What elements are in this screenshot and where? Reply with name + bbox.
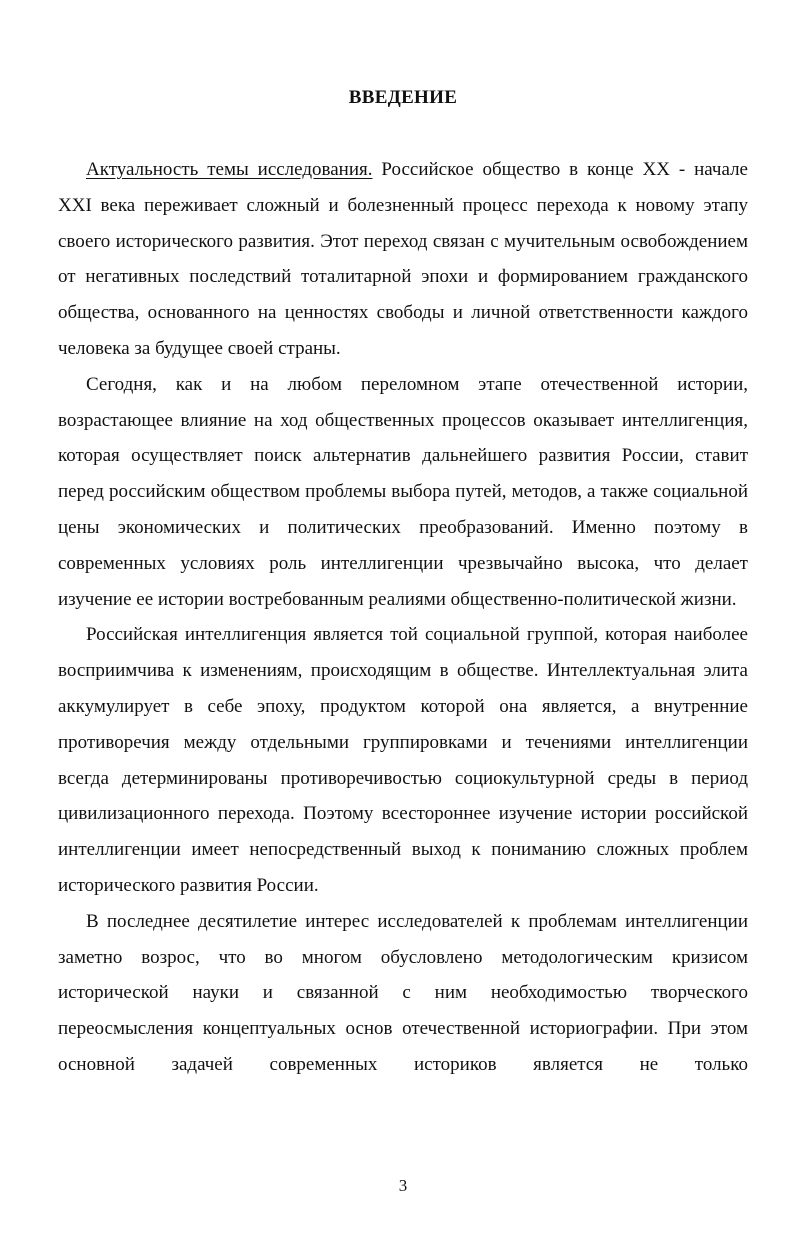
paragraph: Российская интеллигенция является той социальной группой, которая наиболее восприимчива к изменениям, происходящим в обществе. Интеллектуальная элита аккумулирует в себе эпоху, продуктом которой она является, а внутренние противоречия между отдельными группировками и течениями интеллигенции всегда детерминированы противоречивостью социокультурной среды в период цивилизационного перехода. Поэтому всестороннее изучение истории российской интеллигенции имеет непосредственный выход к пониманию сложных проблем исторического развития России. [58, 624, 748, 896]
page-number: 3 [398, 1176, 408, 1195]
page-title: ВВЕДЕНИЕ [348, 87, 458, 108]
paragraph-text: Российское общество в конце XX - начале XXI века переживает сложный и болезненный процесс перехода к новому этапу своего исторического развития. Этот переход связан с мучительным освобождением от негативных последствий тоталитарной эпохи и формированием гражданского общества, основанного на ценностях свободы и личной ответственности каждого человека за будущее своей страны. [58, 159, 748, 359]
paragraph: Сегодня, как и на любом переломном этапе отечественной истории, возрастающее влияние на ход общественных процессов оказывает интеллигенция, которая осуществляет поиск альтернатив дальнейшего развития России, ставит перед российским обществом проблемы выбора путей, методов, а также социальной цены экономических и политических преобразований. Именно поэтому в современных условиях роль интеллигенции чрезвычайно высока, что делает изучение ее истории востребованным реалиями общественно-политической жизни. [58, 373, 748, 610]
paragraph: В последнее десятилетие интерес исследователей к проблемам интеллигенции заметно возрос, что во многом обусловлено методологическим кризисом исторической науки и связанной с ним необходимостью творческого переосмысления концептуальных основ отечественной историографии. При этом основной задачей современных историков является не только [58, 910, 748, 1075]
document-page [58, 0, 748, 1252]
relevance-heading: Актуальность темы исследования. [86, 159, 373, 180]
paragraph-relevance [58, 152, 748, 367]
body-text [58, 152, 748, 1083]
